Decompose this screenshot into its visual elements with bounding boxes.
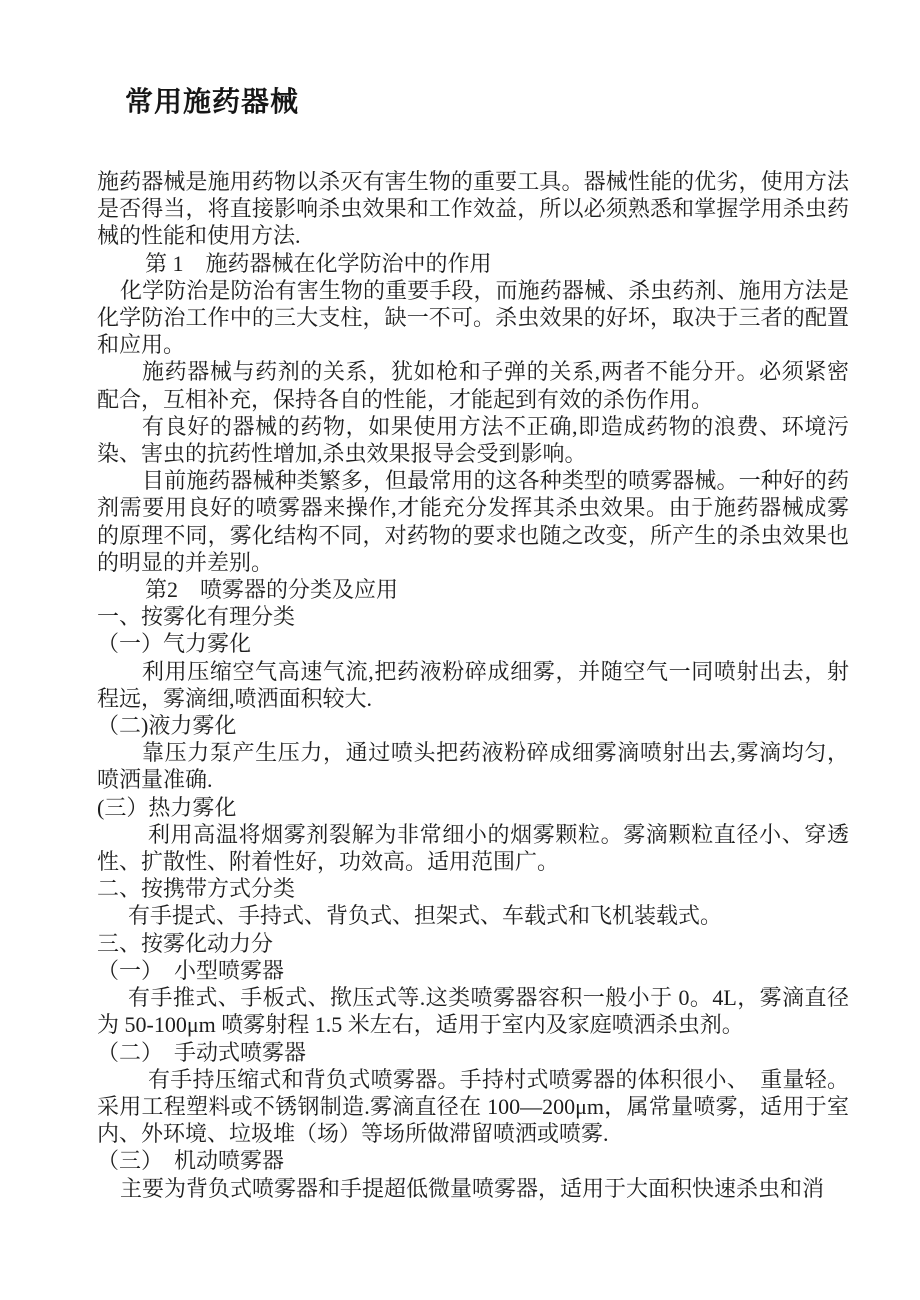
heading-part-2: 第2 喷雾器的分类及应用 (145, 577, 399, 603)
subheading-manual-sprayer: （二） 手动式喷雾器 (97, 1039, 307, 1065)
subheading-hydraulic: （二)液力雾化 (97, 713, 237, 739)
heading-by-power: 三、按雾化动力分 (97, 930, 274, 956)
heading-by-atomization: 一、按雾化有理分类 (97, 604, 296, 630)
subheading-motorized-sprayer: （三） 机动喷雾器 (97, 1148, 285, 1174)
subheading-thermal: (三）热力雾化 (97, 794, 237, 820)
heading-part-1: 第 1 施药器械在化学防治中的作用 (145, 250, 492, 276)
subheading-small-sprayer: （一） 小型喷雾器 (97, 957, 285, 983)
para-thermal: 利用高温将烟雾剂裂解为非常细小的烟雾颗粒。雾滴颗粒直径小、穿透性、扩散性、附着性好，功效高。适用范围广。 (97, 821, 849, 875)
subheading-pneumatic: （一）气力雾化 (97, 631, 252, 657)
document-text-block (97, 168, 849, 1202)
para-equipment-vs-agent: 施药器械与药剂的关系，犹如枪和子弹的关系,两者不能分开。必须紧密配合，互相补充，保持各自的性能，才能起到有效的杀伤作用。 (97, 359, 849, 412)
document-title: 常用施药器械 (125, 87, 300, 118)
para-motorized-sprayer: 主要为背负式喷雾器和手提超低微量喷雾器，适用于大面积快速杀虫和消 (120, 1175, 825, 1201)
para-chemical-control: 化学防治是防治有害生物的重要手段，而施药器械、杀虫药剂、施用方法是化学防治工作中的三大支柱，缺一不可。杀虫效果的好坏，取决于三者的配置和应用。 (97, 277, 849, 358)
para-small-sprayer: 有手推式、手板式、揿压式等.这类喷雾器容积一般小于 0。4L，雾滴直径为 50-100μm 喷雾射程 1.5 米左右，适用于室内及家庭喷洒杀虫剂。 (97, 985, 849, 1038)
para-intro: 施药器械是施用药物以杀灭有害生物的重要工具。器械性能的优劣，使用方法是否得当，将直接影响杀虫效果和工作效益，所以必须熟悉和掌握学用杀虫药械的性能和使用方法. (97, 169, 849, 249)
para-good-equipment: 有良好的器械的药物，如果使用方法不正确,即造成药物的浪费、环境污染、害虫的抗药性增加,杀虫效果报导会受到影响。 (97, 413, 849, 467)
para-equipment-variety: 目前施药器械种类繁多，但最常用的这各种类型的喷雾器械。一种好的药剂需要用良好的喷雾器来操作,才能充分发挥其杀虫效果。由于施药器械成雾的原理不同，雾化结构不同，对药物的要求也随之改变，所产生的杀虫效果也的明显的并差别。 (97, 468, 849, 575)
para-hydraulic: 靠压力泵产生压力，通过喷头把药液粉碎成细雾滴喷射出去,雾滴均匀，喷洒量准确. (97, 740, 849, 793)
para-pneumatic: 利用压缩空气高速气流,把药液粉碎成细雾，并随空气一同喷射出去，射程远，雾滴细,喷洒面积较大. (97, 658, 849, 711)
document-body (97, 86, 849, 1202)
para-manual-sprayer: 有手持压缩式和背负式喷雾器。手持村式喷雾器的体积很小、 重量轻。采用工程塑料或不锈钢制造.雾滴直径在 100—200μm，属常量喷雾，适用于室内、外环境、垃圾堆（场）等场所做滞留喷洒或喷雾. (97, 1066, 849, 1147)
heading-by-carrying: 二、按携带方式分类 (97, 876, 296, 902)
para-carrying-types: 有手提式、手持式、背负式、担架式、车载式和飞机装载式。 (128, 903, 723, 929)
